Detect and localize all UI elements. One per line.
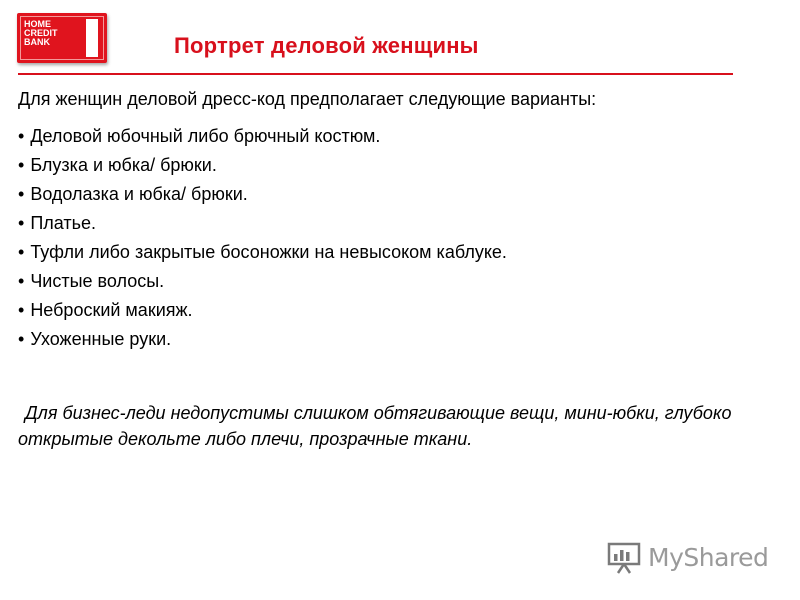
list-item: • Водолазка и юбка/ брюки. bbox=[18, 184, 507, 213]
dress-code-list bbox=[18, 126, 507, 358]
home-credit-bank-logo bbox=[17, 13, 107, 63]
intro-text: Для женщин деловой дресс-код предполагает следующие варианты: bbox=[18, 89, 597, 109]
presentation-board-icon bbox=[606, 539, 642, 575]
logo-bar bbox=[86, 19, 98, 57]
list-item: • Чистые волосы. bbox=[18, 271, 507, 300]
list-item: • Платье. bbox=[18, 213, 507, 242]
list-item: • Туфли либо закрытые босоножки на невысоком каблуке. bbox=[18, 242, 507, 271]
page-title: Портрет деловой женщины bbox=[174, 33, 479, 58]
logo-text: HOME CREDIT BANK bbox=[24, 19, 58, 47]
myshared-watermark bbox=[606, 537, 771, 577]
list-item: • Деловой юбочный либо брючный костюм. bbox=[18, 126, 507, 155]
watermark-text: MyShared bbox=[648, 542, 769, 572]
restrictions-note: Для бизнес-леди недопустимы слишком обтягивающие вещи, мини-юбки, глубоко открытые декольте либо плечи, прозрачные ткани. bbox=[18, 403, 732, 449]
list-item: • Неброский макияж. bbox=[18, 300, 507, 329]
title-divider bbox=[18, 73, 733, 75]
list-item: • Блузка и юбка/ брюки. bbox=[18, 155, 507, 184]
list-item: • Ухоженные руки. bbox=[18, 329, 507, 358]
